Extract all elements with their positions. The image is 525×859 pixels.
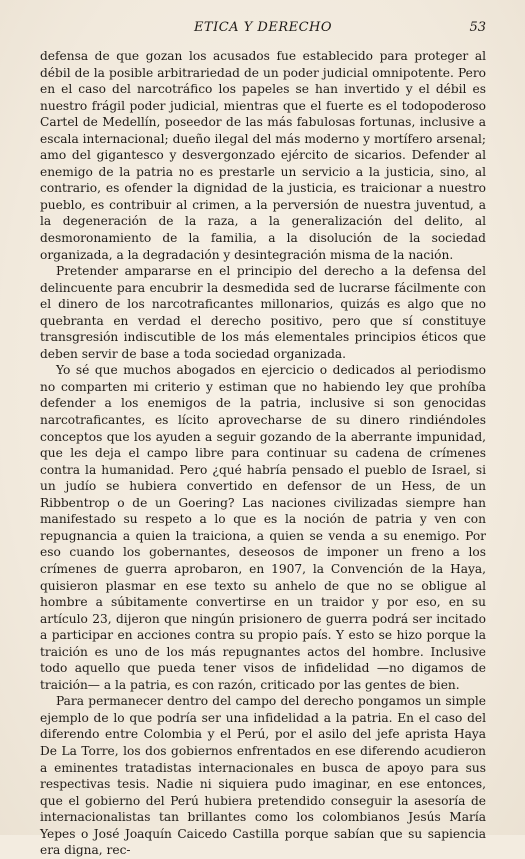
- paragraph-3: Yo sé que muchos abogados en ejercicio o dedicados al periodismo no comparten mi criterio y estiman que no habiendo ley que prohíba defender a los enemigos de la patria, inclusive si son genocidas narcotraficantes, es lícito aprovecharse de su dinero rindiéndoles conceptos que los ayuden a seguir gozando de la aberrante impunidad, que les deja el campo libre para continuar su cadena de crímenes contra la humanidad. Pero ¿qué habría pensado el pueblo de Israel, si un judío se hubiera convertido en defensor de un Hess, de un Ribbentrop o de un Goering? Las naciones civilizadas siempre han manifestado su respeto a lo que es la noción de patria y ven con repugnancia a quien la traiciona, a quien se venda a su enemigo. Por eso cuando los gobernantes, deseosos de imponer un freno a los crímenes de guerra aprobaron, en 1907, la Convención de la Haya, quisieron plasmar en ese texto su anhelo de que no se obligue al hombre a súbitamente convertirse en un traidor y por eso, en su artículo 23, dijeron que ningún prisionero de guerra podrá ser incitado a participar en acciones contra su propio país. Y esto se hizo porque la traición es uno de los más repugnantes actos del hombre. Inclusive todo aquello que pueda tener visos de infidelidad —no digamos de traición— a la patria, es con razón, criticado por las gentes de bien.: [40, 363, 486, 692]
- paragraph-4: Para permanecer dentro del campo del derecho pongamos un simple ejemplo de lo que podría ser una infidelidad a la patria. En el caso del diferendo entre Colombia y el Perú, por el asilo del jefe aprista Haya De La Torre, los dos gobiernos enfrentados en ese diferendo acudieron a eminentes tratadistas internacionales en busca de apoyo para sus respectivas tesis. Nadie ni siquiera pudo imaginar, en ese entonces, que el gobierno del Perú hubiera pretendido conseguir la asesoría de internacionalistas tan brillantes como los colombianos Jesús María Yepes o José Joaquín Caicedo Castilla porque sabían que su sapiencia era digna, rec-: [40, 694, 486, 858]
- paragraph-2: Pretender ampararse en el principio del derecho a la defensa del delincuente para encubrir la desmedida sed de lucrarse fácilmente con el dinero de los narcotraficantes millonarios, quizás es algo que no quebranta en verdad el derecho positivo, pero que sí constituye transgresión indiscutible de los más elementales principios éticos que deben servir de base a toda sociedad organizada.: [40, 264, 486, 361]
- running-head: [40, 20, 486, 38]
- paragraph-1: defensa de que gozan los acusados fue establecido para proteger al débil de la posible arbitrariedad de un poder judicial omnipotente. Pero en el caso del narcotráfico los papeles se han invertido y el débil es nuestro frágil poder judicial, mientras que el fuerte es el todopoderoso Cartel de Medellín, poseedor de las más fabulosas fortunas, inclusive a escala internacional; dueño ilegal del más moderno y mortífero arsenal; amo del gigantesco y desvergonzado ejército de sicarios. Defender al enemigo de la patria no es prestarle un servicio a la justicia, sino, al contrario, es ofender la dignidad de la justicia, es traicionar a nuestro pueblo, es contribuir al crimen, a la perversión de nuestra juventud, a la degeneración de la raza, a la generalización del delito, al desmoronamiento de la familia, a la disolución de la sociedad organizada, a la degradación y desintegración misma de la nación.: [40, 49, 486, 262]
- body-text: [40, 48, 486, 859]
- running-title: ETICA Y DERECHO: [193, 20, 333, 35]
- page-number: 53: [469, 20, 486, 35]
